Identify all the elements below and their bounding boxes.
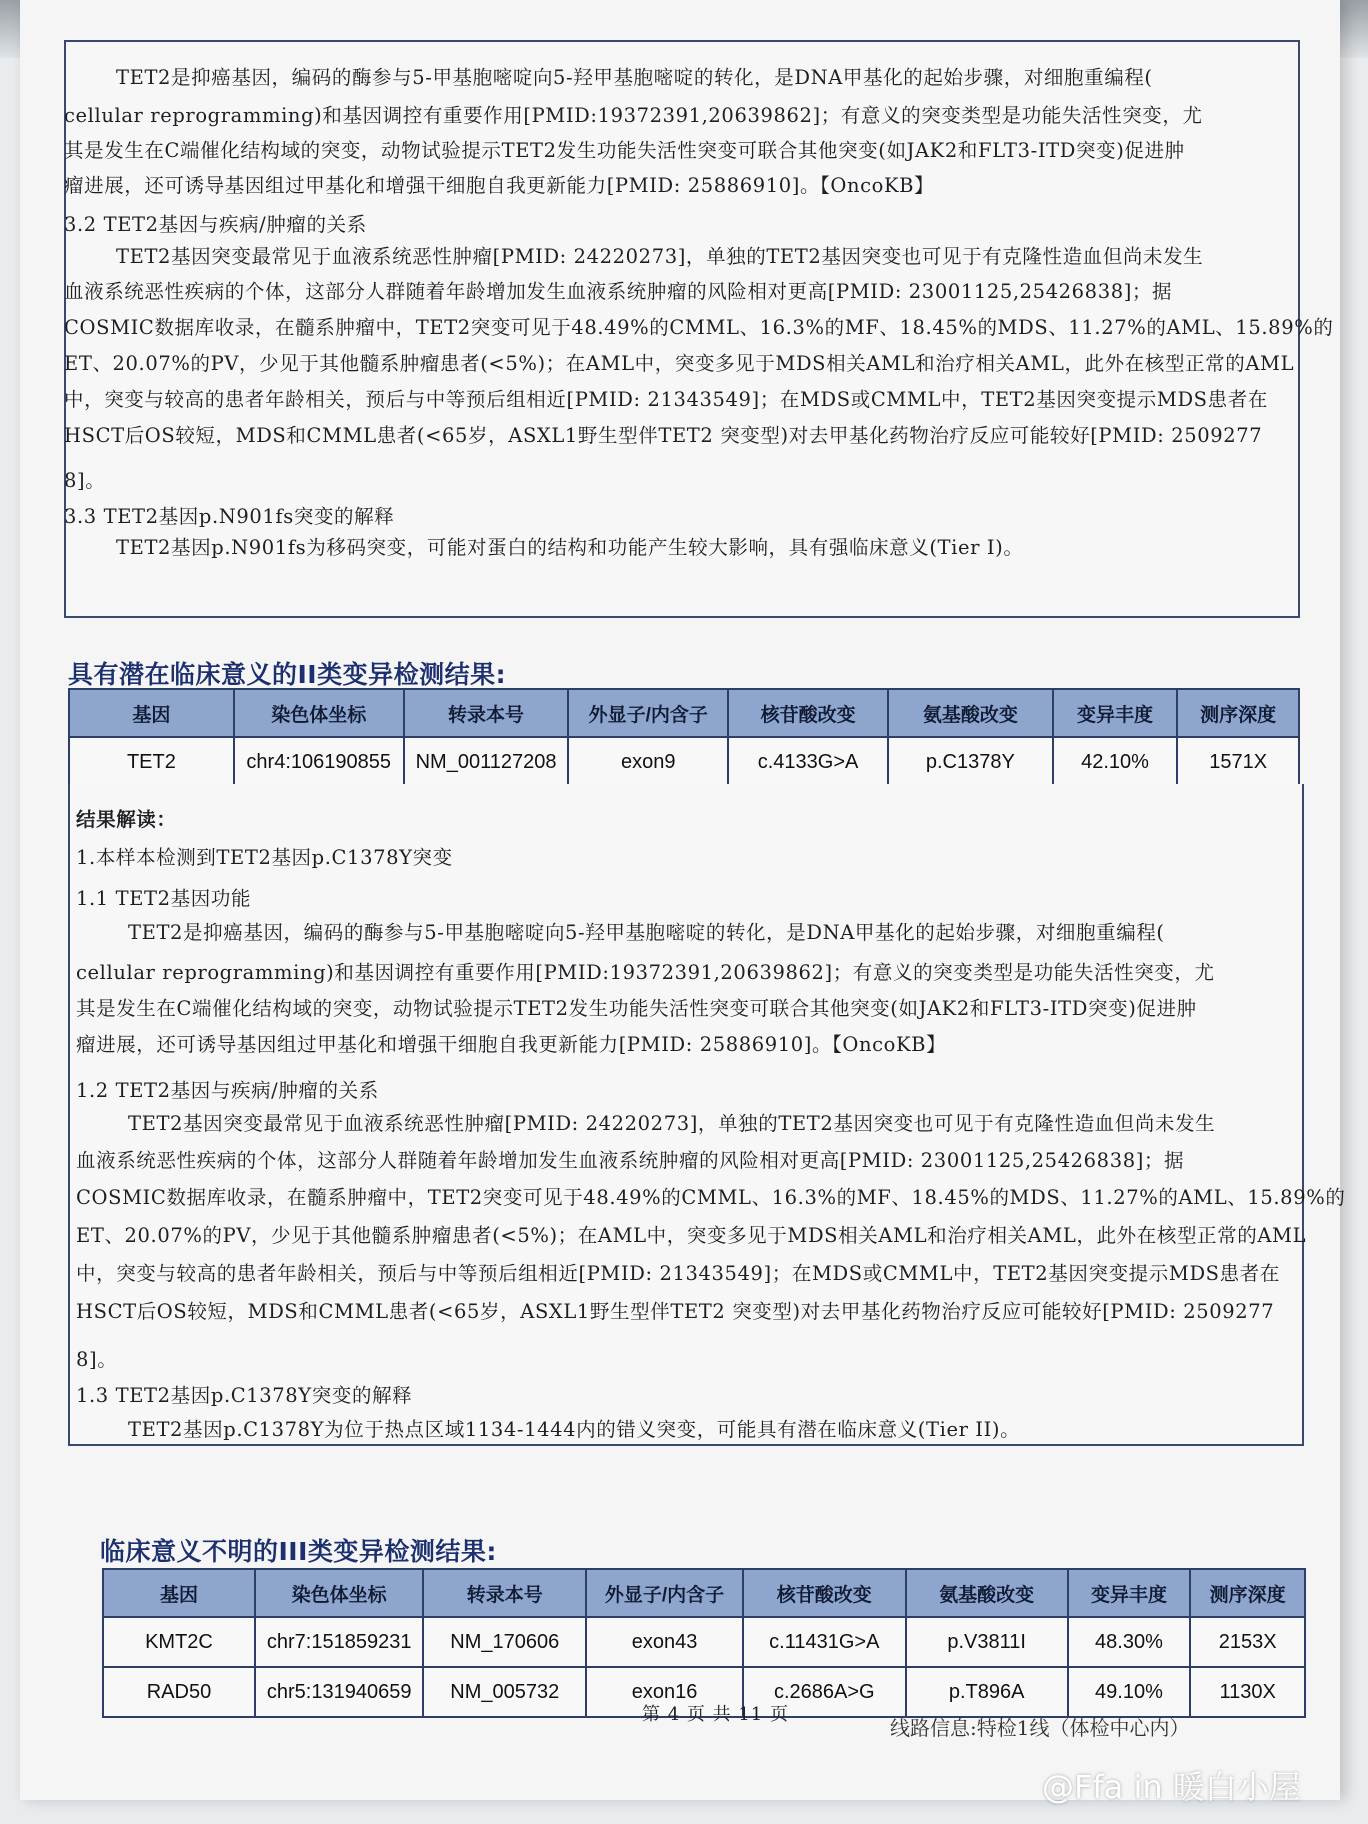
paragraph-line: 瘤进展，还可诱导基因组过甲基化和增强干细胞自我更新能力[PMID: 25886910]。【OncoKB】 [64, 174, 935, 197]
cell-nucleotide: c.4133G>A [728, 737, 888, 787]
cell-transcript: NM_170606 [423, 1617, 586, 1667]
header-amino-acid-change: 氨基酸改变 [906, 1569, 1068, 1617]
header-transcript: 转录本号 [404, 689, 569, 737]
header-chrom-coord: 染色体坐标 [255, 1569, 423, 1617]
header-chrom-coord: 染色体坐标 [234, 689, 404, 737]
cell-gene: KMT2C [103, 1617, 255, 1667]
paragraph-line: 8]。 [76, 1348, 118, 1371]
table-header-row [69, 689, 1299, 737]
section-heading: 3.2 TET2基因与疾病/肿瘤的关系 [64, 213, 367, 236]
section-heading: 1.3 TET2基因p.C1378Y突变的解释 [76, 1384, 413, 1407]
paragraph-line: TET2基因p.C1378Y为位于热点区域1134-1444内的错义突变，可能具有潜在临床意义(Tier II)。 [128, 1418, 1021, 1441]
paragraph-line: cellular reprogramming)和基因调控有重要作用[PMID:19372391,20639862]；有意义的突变类型是功能失活性突变，尤 [76, 961, 1215, 984]
paragraph-line: 8]。 [64, 469, 106, 492]
class3-variant-table [102, 1568, 1306, 1718]
cell-depth: 2153X [1190, 1617, 1305, 1667]
cell-nucleotide: c.11431G>A [743, 1617, 906, 1667]
cell-exon: exon43 [586, 1617, 743, 1667]
section-heading: 1.1 TET2基因功能 [76, 887, 252, 910]
cell-amino-acid: p.T896A [906, 1667, 1068, 1717]
cell-exon: exon9 [568, 737, 728, 787]
section-heading: 3.3 TET2基因p.N901fs突变的解释 [64, 505, 395, 528]
header-nucleotide-change: 核苷酸改变 [743, 1569, 906, 1617]
paragraph-line: TET2基因p.N901fs为移码突变，可能对蛋白的结构和功能产生较大影响，具有强临床意义(Tier I)。 [116, 536, 1024, 559]
header-exon-intron: 外显子/内含子 [586, 1569, 743, 1617]
cell-depth: 1130X [1190, 1667, 1305, 1717]
header-variant-frequency: 变异丰度 [1068, 1569, 1191, 1617]
cell-exon: exon16 [586, 1667, 743, 1717]
header-variant-frequency: 变异丰度 [1053, 689, 1178, 737]
header-gene: 基因 [69, 689, 234, 737]
cell-frequency: 48.30% [1068, 1617, 1191, 1667]
header-transcript: 转录本号 [423, 1569, 586, 1617]
cell-depth: 1571X [1177, 737, 1299, 787]
paragraph-line: TET2基因突变最常见于血液系统恶性肿瘤[PMID: 24220273]，单独的TET2基因突变也可见于有克隆性造血但尚未发生 [128, 1112, 1216, 1135]
paragraph-line: HSCT后OS较短，MDS和CMML患者(<65岁，ASXL1野生型伴TET2 突变型)对去甲基化药物治疗反应可能较好[PMID: 2509277 [64, 424, 1263, 447]
paragraph-line: 其是发生在C端催化结构域的突变，动物试验提示TET2发生功能失活性突变可联合其他突变(如JAK2和FLT3-ITD突变)促进肿 [64, 139, 1185, 162]
cell-transcript: NM_001127208 [404, 737, 569, 787]
cell-frequency: 42.10% [1053, 737, 1178, 787]
table-row [103, 1617, 1305, 1667]
paragraph-line: HSCT后OS较短，MDS和CMML患者(<65岁，ASXL1野生型伴TET2 突变型)对去甲基化药物治疗反应可能较好[PMID: 2509277 [76, 1300, 1275, 1323]
paragraph-line: ET、20.07%的PV，少见于其他髓系肿瘤患者(<5%)；在AML中，突变多见于MDS相关AML和治疗相关AML，此外在核型正常的AML [64, 352, 1295, 375]
paragraph-line: TET2是抑癌基因，编码的酶参与5-甲基胞嘧啶向5-羟甲基胞嘧啶的转化，是DNA甲基化的起始步骤，对细胞重编程( [116, 66, 1153, 89]
header-exon-intron: 外显子/内含子 [568, 689, 728, 737]
header-nucleotide-change: 核苷酸改变 [728, 689, 888, 737]
paragraph-line: COSMIC数据库收录，在髓系肿瘤中，TET2突变可见于48.49%的CMML、16.3%的MF、18.45%的MDS、11.27%的AML、15.89%的 [76, 1186, 1346, 1209]
cell-gene: RAD50 [103, 1667, 255, 1717]
class2-variant-table [68, 688, 1300, 788]
interpretation-title: 结果解读： [76, 808, 177, 831]
paragraph-line: 中，突变与较高的患者年龄相关，预后与中等预后组相近[PMID: 21343549]；在MDS或CMML中，TET2基因突变提示MDS患者在 [76, 1262, 1280, 1285]
header-gene: 基因 [103, 1569, 255, 1617]
page-number: 第 4 页 共 11 页 [642, 1704, 789, 1725]
cell-nucleotide: c.2686A>G [743, 1667, 906, 1717]
paragraph-line: TET2是抑癌基因，编码的酶参与5-甲基胞嘧啶向5-羟甲基胞嘧啶的转化，是DNA甲基化的起始步骤，对细胞重编程( [128, 921, 1165, 944]
line-info: 线路信息:特检1线（体检中心内） [890, 1716, 1190, 1740]
class2-section-title: 具有潜在临床意义的II类变异检测结果: [68, 660, 507, 689]
watermark: @Ffa in 暖白小屋 [1042, 1768, 1301, 1806]
paragraph-line: 血液系统恶性疾病的个体，这部分人群随着年龄增加发生血液系统肿瘤的风险相对更高[PMID: 23001125,25426838]；据 [76, 1149, 1185, 1172]
report-page [20, 0, 1346, 1800]
cell-transcript: NM_005732 [423, 1667, 586, 1717]
header-amino-acid-change: 氨基酸改变 [888, 689, 1053, 737]
paragraph-line: 其是发生在C端催化结构域的突变，动物试验提示TET2发生功能失活性突变可联合其他突变(如JAK2和FLT3-ITD突变)促进肿 [76, 997, 1197, 1020]
paragraph-line: TET2基因突变最常见于血液系统恶性肿瘤[PMID: 24220273]，单独的TET2基因突变也可见于有克隆性造血但尚未发生 [116, 245, 1204, 268]
cell-frequency: 49.10% [1068, 1667, 1191, 1717]
table-header-row [103, 1569, 1305, 1617]
paragraph-line: COSMIC数据库收录，在髓系肿瘤中，TET2突变可见于48.49%的CMML、16.3%的MF、18.45%的MDS、11.27%的AML、15.89%的 [64, 316, 1334, 339]
finding-summary: 1.本样本检测到TET2基因p.C1378Y突变 [76, 846, 453, 869]
table-row [69, 737, 1299, 787]
header-sequencing-depth: 测序深度 [1177, 689, 1299, 737]
cell-chrom-coord: chr5:131940659 [255, 1667, 423, 1717]
cell-gene: TET2 [69, 737, 234, 787]
paragraph-line: 瘤进展，还可诱导基因组过甲基化和增强干细胞自我更新能力[PMID: 25886910]。【OncoKB】 [76, 1033, 947, 1056]
cell-chrom-coord: chr7:151859231 [255, 1617, 423, 1667]
section-heading: 1.2 TET2基因与疾病/肿瘤的关系 [76, 1079, 379, 1102]
paragraph-line: cellular reprogramming)和基因调控有重要作用[PMID:19372391,20639862]；有意义的突变类型是功能失活性突变，尤 [64, 104, 1203, 127]
paragraph-line: 血液系统恶性疾病的个体，这部分人群随着年龄增加发生血液系统肿瘤的风险相对更高[PMID: 23001125,25426838]；据 [64, 280, 1173, 303]
paragraph-line: ET、20.07%的PV，少见于其他髓系肿瘤患者(<5%)；在AML中，突变多见于MDS相关AML和治疗相关AML，此外在核型正常的AML [76, 1224, 1307, 1247]
paragraph-line: 中，突变与较高的患者年龄相关，预后与中等预后组相近[PMID: 21343549]；在MDS或CMML中，TET2基因突变提示MDS患者在 [64, 388, 1268, 411]
cell-amino-acid: p.C1378Y [888, 737, 1053, 787]
class3-section-title: 临床意义不明的III类变异检测结果: [100, 1537, 497, 1566]
header-sequencing-depth: 测序深度 [1190, 1569, 1305, 1617]
cell-chrom-coord: chr4:106190855 [234, 737, 404, 787]
cell-amino-acid: p.V3811I [906, 1617, 1068, 1667]
